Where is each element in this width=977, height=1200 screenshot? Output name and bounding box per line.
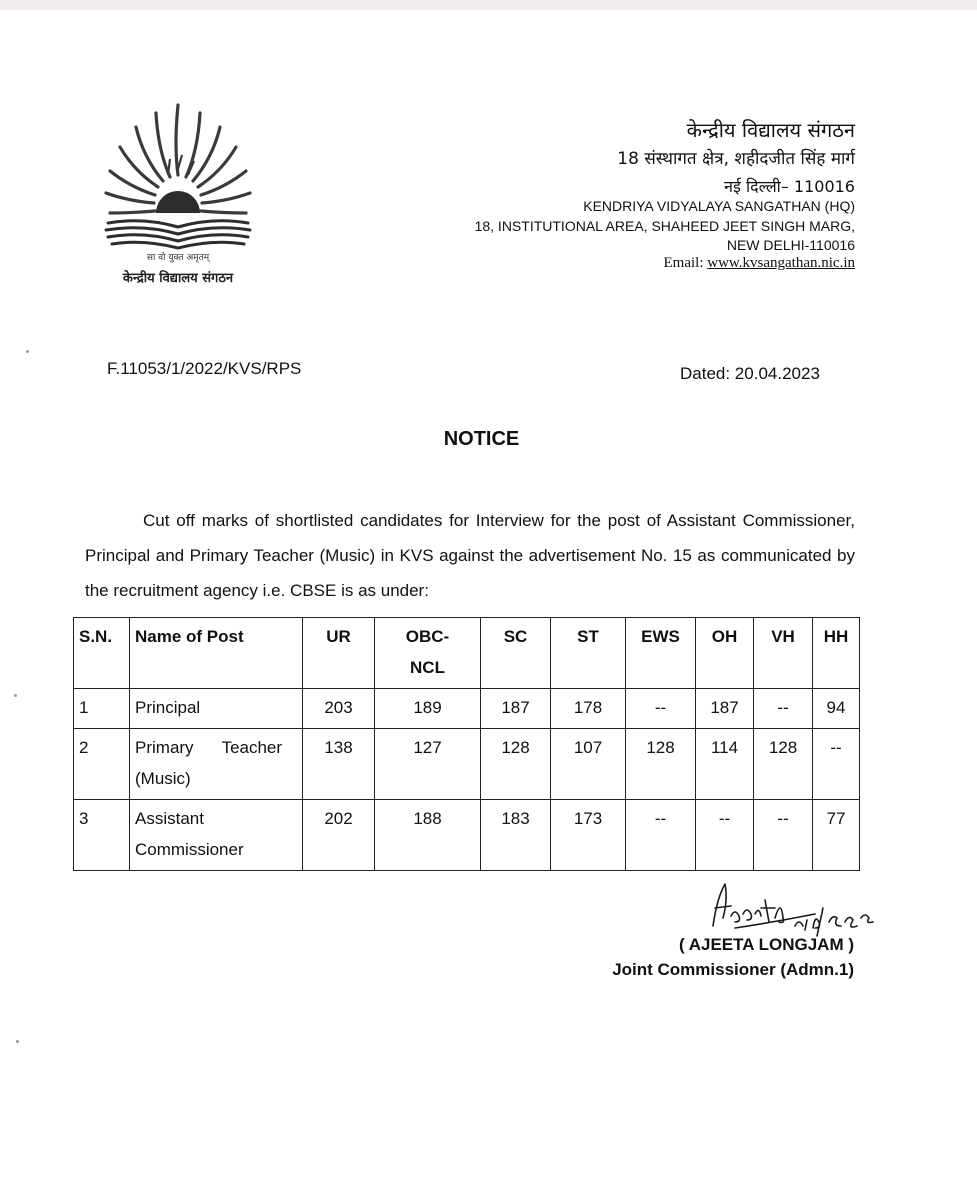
header-sn: S.N. bbox=[74, 618, 130, 689]
header-ews: EWS bbox=[626, 618, 696, 689]
cell-vh: -- bbox=[754, 800, 813, 871]
address-english: 18, INSTITUTIONAL AREA, SHAHEED JEET SINGH MARG, bbox=[474, 218, 855, 234]
cell-obc: 189 bbox=[375, 689, 481, 729]
cutoff-marks-table bbox=[73, 617, 860, 871]
table-row bbox=[74, 729, 860, 800]
address-hindi: 18 संस्थागत क्षेत्र, शहीदजीत सिंह मार्ग bbox=[617, 149, 855, 169]
cell-sn: 2 bbox=[74, 729, 130, 800]
cell-post-word1: Primary bbox=[135, 738, 194, 757]
table-row bbox=[74, 800, 860, 871]
top-strip bbox=[0, 0, 977, 10]
cell-post-line2: Commissioner bbox=[135, 840, 244, 859]
scan-speck bbox=[14, 694, 17, 697]
org-name-hindi: केन्द्रीय विद्यालय संगठन bbox=[686, 118, 855, 142]
cell-ur: 203 bbox=[303, 689, 375, 729]
cell-oh: -- bbox=[696, 800, 754, 871]
header-obc-ncl bbox=[375, 618, 481, 689]
city-english: NEW DELHI-110016 bbox=[726, 237, 855, 253]
logo-name: केन्द्रीय विद्यालय संगठन bbox=[122, 271, 234, 286]
cell-obc: 127 bbox=[375, 729, 481, 800]
cell-hh: -- bbox=[813, 729, 860, 800]
email-line bbox=[664, 255, 856, 272]
notice-title: NOTICE bbox=[443, 428, 520, 450]
table-header-row bbox=[74, 618, 860, 689]
cell-ur: 202 bbox=[303, 800, 375, 871]
cell-st: 173 bbox=[551, 800, 626, 871]
header-oh: OH bbox=[696, 618, 754, 689]
cell-sc: 128 bbox=[481, 729, 551, 800]
cell-sc: 187 bbox=[481, 689, 551, 729]
cell-post bbox=[130, 800, 303, 871]
city-hindi: नई दिल्ली– 110016 bbox=[724, 177, 855, 196]
cell-st: 178 bbox=[551, 689, 626, 729]
cell-vh: 128 bbox=[754, 729, 813, 800]
scan-speck bbox=[26, 350, 29, 353]
notice-date: Dated: 20.04.2023 bbox=[680, 364, 820, 383]
cell-obc: 188 bbox=[375, 800, 481, 871]
header-ur: UR bbox=[303, 618, 375, 689]
cell-post bbox=[130, 729, 303, 800]
table-row bbox=[74, 689, 860, 729]
cell-ur: 138 bbox=[303, 729, 375, 800]
header-hh: HH bbox=[813, 618, 860, 689]
cell-post-word2: Teacher bbox=[221, 738, 283, 757]
cell-ews: -- bbox=[626, 689, 696, 729]
header-obc-line2: NCL bbox=[410, 658, 445, 677]
cell-oh: 187 bbox=[696, 689, 754, 729]
email-link[interactable]: www.kvsangathan.nic.in bbox=[707, 255, 855, 271]
header-obc-line1: OBC- bbox=[405, 627, 450, 646]
cell-ews: 128 bbox=[626, 729, 696, 800]
signer-designation: Joint Commissioner (Admn.1) bbox=[612, 960, 854, 979]
cell-st: 107 bbox=[551, 729, 626, 800]
cell-post-word3: (Music) bbox=[135, 769, 191, 788]
cell-hh: 77 bbox=[813, 800, 860, 871]
header-st: ST bbox=[551, 618, 626, 689]
cell-sc: 183 bbox=[481, 800, 551, 871]
cell-post-line1: Assistant bbox=[135, 809, 204, 828]
cell-oh: 114 bbox=[696, 729, 754, 800]
email-label: Email: bbox=[663, 255, 708, 271]
org-name-english: KENDRIYA VIDYALAYA SANGATHAN (HQ) bbox=[583, 198, 855, 214]
cell-sn: 3 bbox=[74, 800, 130, 871]
header-sc: SC bbox=[481, 618, 551, 689]
cell-hh: 94 bbox=[813, 689, 860, 729]
handwritten-signature bbox=[695, 878, 895, 938]
cell-sn: 1 bbox=[74, 689, 130, 729]
cell-vh: -- bbox=[754, 689, 813, 729]
signer-name: ( AJEETA LONGJAM ) bbox=[678, 935, 854, 954]
reference-number: F.11053/1/2022/KVS/RPS bbox=[107, 359, 302, 378]
logo-motto: सा वो युक्त अमृतम् bbox=[146, 253, 210, 263]
header-post: Name of Post bbox=[130, 618, 303, 689]
cell-ews: -- bbox=[626, 800, 696, 871]
header-vh: VH bbox=[754, 618, 813, 689]
notice-body: Cut off marks of shortlisted candidates for Interview for the post of Assistant Commissioner, Principal and Primary Teacher (Music) in KVS against the advertisement No. 15 as communicated by the recruitment agency i.e. CBSE is as under: bbox=[85, 511, 855, 600]
scan-speck bbox=[16, 1040, 19, 1043]
cell-post: Principal bbox=[130, 689, 303, 729]
